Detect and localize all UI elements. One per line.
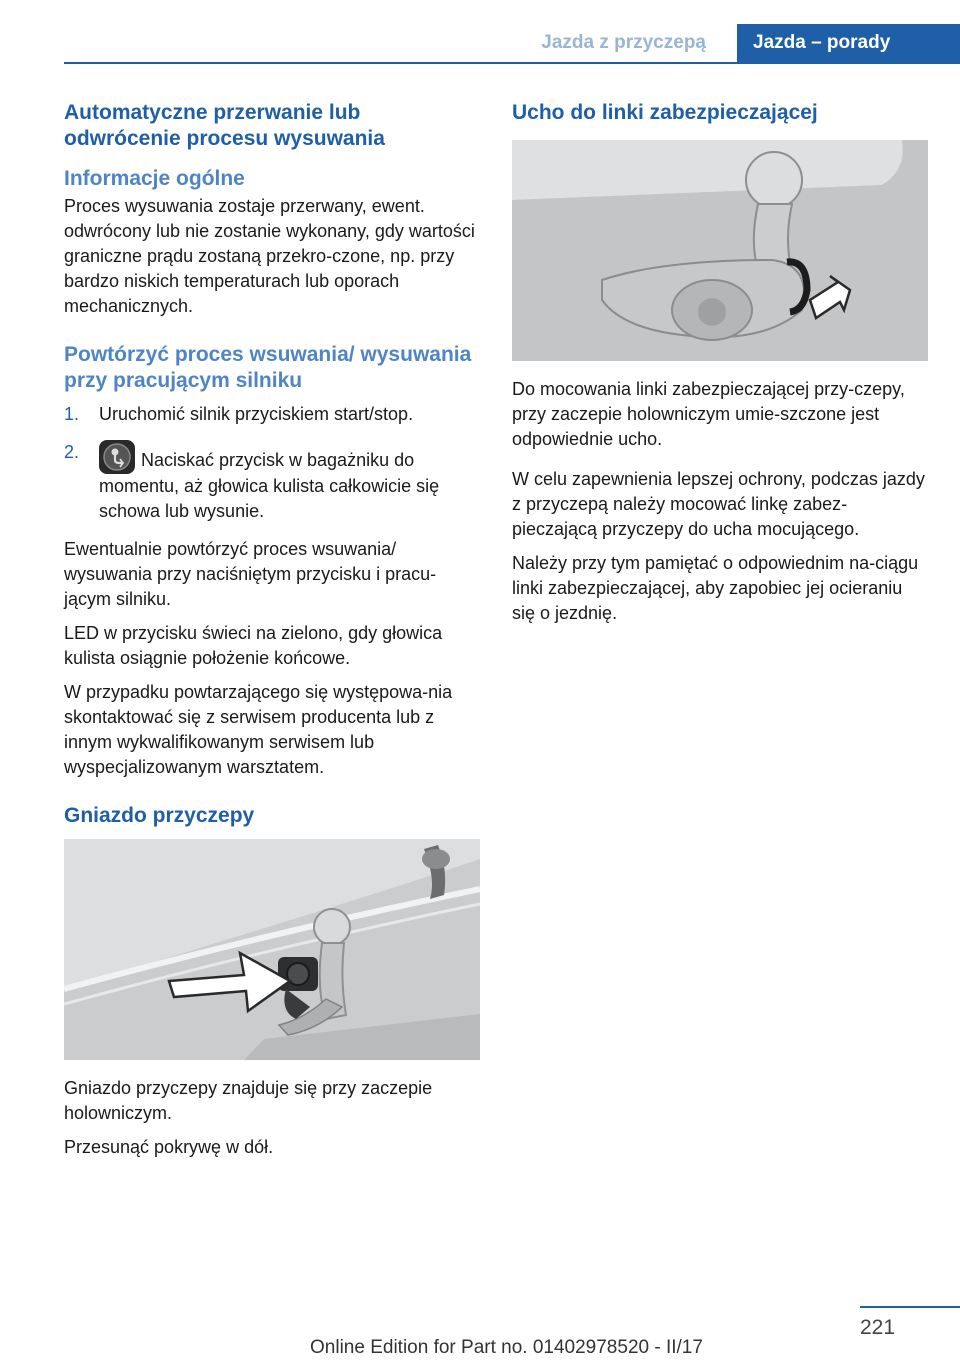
safety-eye-paragraph-1: Do mocowania linki zabezpieczającej przy‐czepy, przy zaczepie holowniczym umie‐szczone jest odpowiednie ucho. xyxy=(512,379,905,449)
socket-location-paragraph: Gniazdo przyczepy znajduje się przy zaczepie holowniczym. xyxy=(64,1078,433,1123)
footer-rule xyxy=(860,1306,960,1308)
safety-eye-paragraph-3: Należy przy tym pamiętać o odpowiednim na‐ciągu linki zabezpieczającej, aby zapobiec jej ocieraniu się o jezdnię. xyxy=(512,553,919,623)
header-tab-trailer[interactable]: Jazda z przyczepą xyxy=(541,32,706,53)
repeat-paragraph: Ewentualnie powtórzyć proces wsuwania/ wysuwania przy naciśniętym przycisku i pracu‐jącym silniku. xyxy=(64,539,437,609)
led-paragraph: LED w przycisku świeci na zielono, gdy głowica kulista osiągnie położenie końcowe. xyxy=(64,623,443,668)
section-title-trailer-socket: Gniazdo przyczepy xyxy=(64,804,255,827)
header-tab-driving-tips[interactable]: Jazda – porady xyxy=(737,24,960,62)
step-number: 2. xyxy=(64,442,80,462)
right-column xyxy=(512,100,928,635)
page-number: 221 xyxy=(860,1316,896,1339)
section-title-auto-interrupt: Automatyczne przerwanie lub odwrócenie procesu wysuwania xyxy=(64,101,385,150)
general-info-paragraph: Proces wysuwania zostaje przerwany, ewent. odwrócony lub nie zostanie wykonany, gdy wartości graniczne prądu zostaną przekro‐czone, np. przy bardzo niskich temperaturach lub oporach mechanicznych. xyxy=(64,196,475,316)
steps-list xyxy=(64,402,480,524)
tow-hitch-button-icon xyxy=(99,440,135,474)
subsection-title-general-info: Informacje ogólne xyxy=(64,167,245,190)
list-item xyxy=(64,402,480,427)
edition-footer: Online Edition for Part no. 01402978520 - II/17 xyxy=(310,1337,703,1358)
list-item xyxy=(64,440,480,524)
socket-cover-paragraph: Przesunąć pokrywę w dół. xyxy=(64,1137,274,1157)
step-text: Naciskać przycisk w bagażniku do momentu, aż głowica kulista całkowicie się schowa lub wysunie. xyxy=(99,450,440,521)
safety-eye-paragraph-2: W celu zapewnienia lepszej ochrony, podczas jazdy z przyczepą należy mocować linkę zabez‐pieczającą przyczepy do ucha mocującego. xyxy=(512,469,925,539)
header-rule xyxy=(64,62,960,64)
step-number: 1. xyxy=(64,404,80,424)
section-title-safety-eye: Ucho do linki zabezpieczającej xyxy=(512,101,818,124)
left-column xyxy=(64,100,480,1169)
step-text: Uruchomić silnik przyciskiem start/stop. xyxy=(99,404,414,424)
trailer-socket-illustration xyxy=(64,839,480,1060)
subsection-title-repeat-process: Powtórzyć proces wsuwania/ wysuwania przy pracującym silniku xyxy=(64,343,472,392)
safety-cable-eye-illustration xyxy=(512,140,928,361)
service-paragraph: W przypadku powtarzającego się występowa‐nia skontaktować się z serwisem producenta lub z innym wykwalifikowanym serwisem lub wyspecjalizowanym warsztatem. xyxy=(64,682,453,777)
